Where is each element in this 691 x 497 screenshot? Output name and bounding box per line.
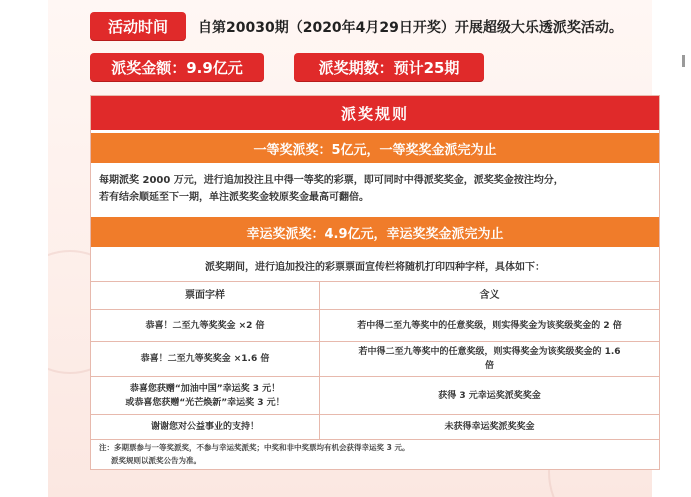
rules-title: 派奖规则 — [91, 96, 659, 130]
table-bottom-border — [91, 439, 659, 440]
activity-time-badge — [90, 12, 186, 40]
amount-badge — [90, 53, 264, 81]
table-row-3-left — [91, 377, 319, 414]
lucky-prize-bar: 幸运奖派奖：4.9亿元，幸运奖奖金派完为止 — [91, 217, 659, 247]
table-row-4-right: 未获得幸运奖派奖奖金 — [444, 422, 535, 432]
rules-note-line1: 注：多期票参与一等奖派奖，不参与幸运奖派奖；中奖和非中奖票均有机会获得幸运奖 3 元。 — [99, 443, 410, 452]
periods-badge — [294, 53, 484, 81]
first-prize-bar: 一等奖派奖：5亿元，一等奖奖金派完为止 — [91, 133, 659, 163]
table-row-4-left: 谢谢您对公益事业的支持！ — [150, 422, 259, 432]
table-row-2-right-line2: 倍 — [484, 361, 494, 371]
table-row-2-right — [320, 342, 659, 376]
first-prize-desc-line1: 每期派奖 2000 万元，进行追加投注且中得一等奖的彩票，即可同时中得派奖奖金，派奖奖金按注均分， — [99, 175, 564, 186]
table-row-3-left-line1: 恭喜您获赠“加油中国”幸运奖 3 元！ — [129, 383, 281, 394]
table-row-3-right: 获得 3 元幸运奖派奖奖金 — [438, 390, 541, 401]
table-row-2-right-line1: 若中得二至九等奖中的任意奖级，则实得奖金为该奖级奖金的 1.6 — [358, 347, 621, 357]
periods-label: 派奖期数：预计25期 — [318, 58, 460, 77]
table-row-1-left: 恭喜！二至九等奖奖金 ×2 倍 — [145, 320, 265, 331]
table-row-1-right: 若中得二至九等奖中的任意奖级，则实得奖金为该奖级奖金的 2 倍 — [357, 320, 622, 331]
rules-panel — [90, 95, 660, 470]
first-prize-desc-line2: 若有结余顺延至下一期，单注派奖奖金较原奖金最高可翻倍。 — [99, 192, 369, 203]
amount-label: 派奖金额：9.9亿元 — [111, 58, 243, 77]
table-row-3-left-line2: 或恭喜您获赠“光芒焕新”幸运奖 3 元！ — [125, 397, 285, 408]
table-header-left: 票面字样 — [185, 289, 225, 301]
lucky-prize-desc: 派奖期间，进行追加投注的彩票票面宣传栏将随机打印四种字样，具体如下： — [205, 262, 545, 273]
rules-note-line2: 派奖规则以派奖公告为准。 — [111, 456, 201, 465]
table-header-right: 含义 — [479, 289, 500, 301]
scrollbar-thumb[interactable] — [682, 55, 685, 67]
table-row-2-left: 恭喜！二至九等奖奖金 ×1.6 倍 — [140, 354, 270, 364]
activity-time-label: 活动时间 — [107, 17, 168, 36]
activity-time-text: 自第20030期（2020年4月29日开奖）开展超级大乐透派奖活动。 — [198, 20, 623, 36]
